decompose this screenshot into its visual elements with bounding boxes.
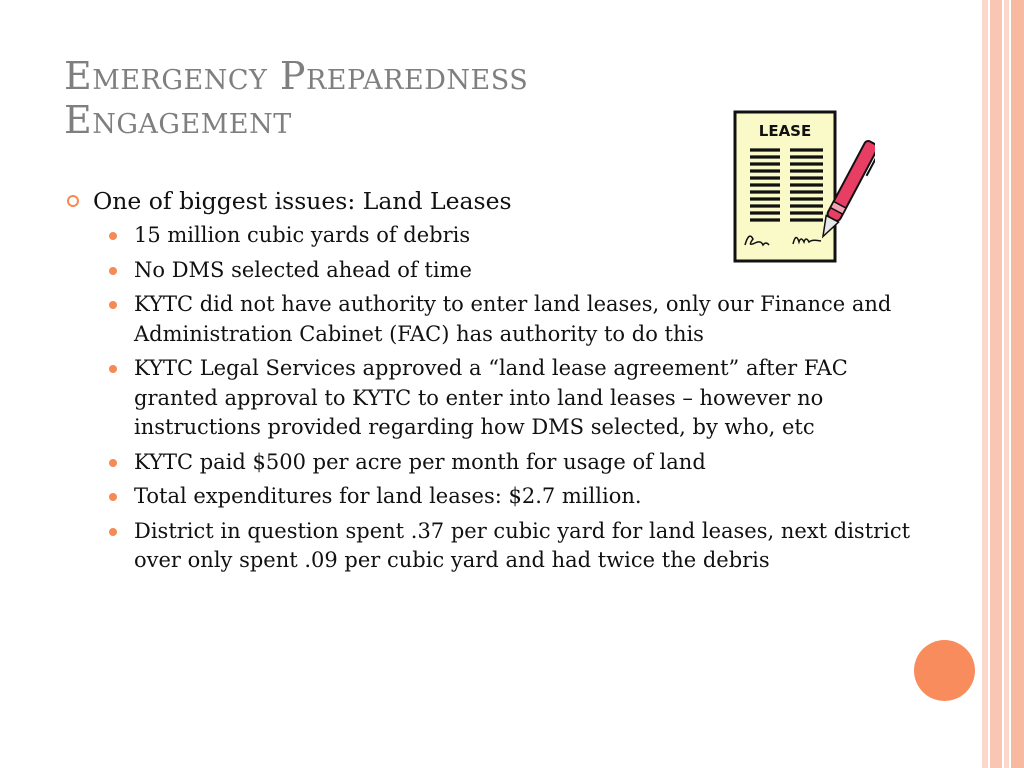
decor-stripe [1004,0,1009,768]
accent-circle [914,640,975,701]
sub-bullet-text: Total expenditures for land leases: $2.7 million. [134,484,642,508]
main-bullet-item [64,185,894,217]
title-line-2: Engagement [64,98,292,142]
sub-bullet-item [134,448,914,478]
sub-bullet-item [134,256,914,286]
sub-bullet-text: No DMS selected ahead of time [134,257,472,282]
sub-bullet-item [134,290,914,349]
sub-bullet-text: KYTC paid $500 per acre per month for usage of land [134,449,706,474]
dot-bullet-icon [109,493,117,501]
sub-bullet-text: 15 million cubic yards of debris [134,223,471,247]
dot-bullet-icon [109,459,117,467]
decor-stripe [990,0,1002,768]
sub-bullet-text: KYTC did not have authority to enter land leases, only our Finance and Administration Cabinet (FAC) has authority to do this [134,292,892,346]
main-bullet-text: One of biggest issues: Land Leases [93,187,512,215]
sub-bullet-list [64,221,914,576]
lease-label: LEASE [758,122,812,140]
dot-bullet-icon [109,301,117,309]
sub-bullet-text: KYTC Legal Services approved a “land lease agreement” after FAC granted approval to KYTC to enter into land leases – however no instructions provided regarding how DMS selected, by who, etc [134,356,848,439]
dot-bullet-icon [109,267,117,275]
slide-title [64,54,704,142]
dot-bullet-icon [109,365,117,373]
sub-bullet-item [134,221,914,251]
decor-stripe [982,0,988,768]
dot-bullet-icon [109,232,117,240]
sub-bullet-item [134,354,914,443]
decor-stripe [1011,0,1024,768]
dot-bullet-icon [109,528,117,536]
ring-bullet-icon [67,195,79,207]
title-line-1: Emergency Preparedness [64,54,529,98]
sub-bullet-text: District in question spent .37 per cubic yard for land leases, next district over only spent .09 per cubic yard and had twice the debris [134,518,911,572]
sub-bullet-item [134,517,914,576]
sub-bullet-item [134,482,914,512]
slide-body [64,185,911,581]
